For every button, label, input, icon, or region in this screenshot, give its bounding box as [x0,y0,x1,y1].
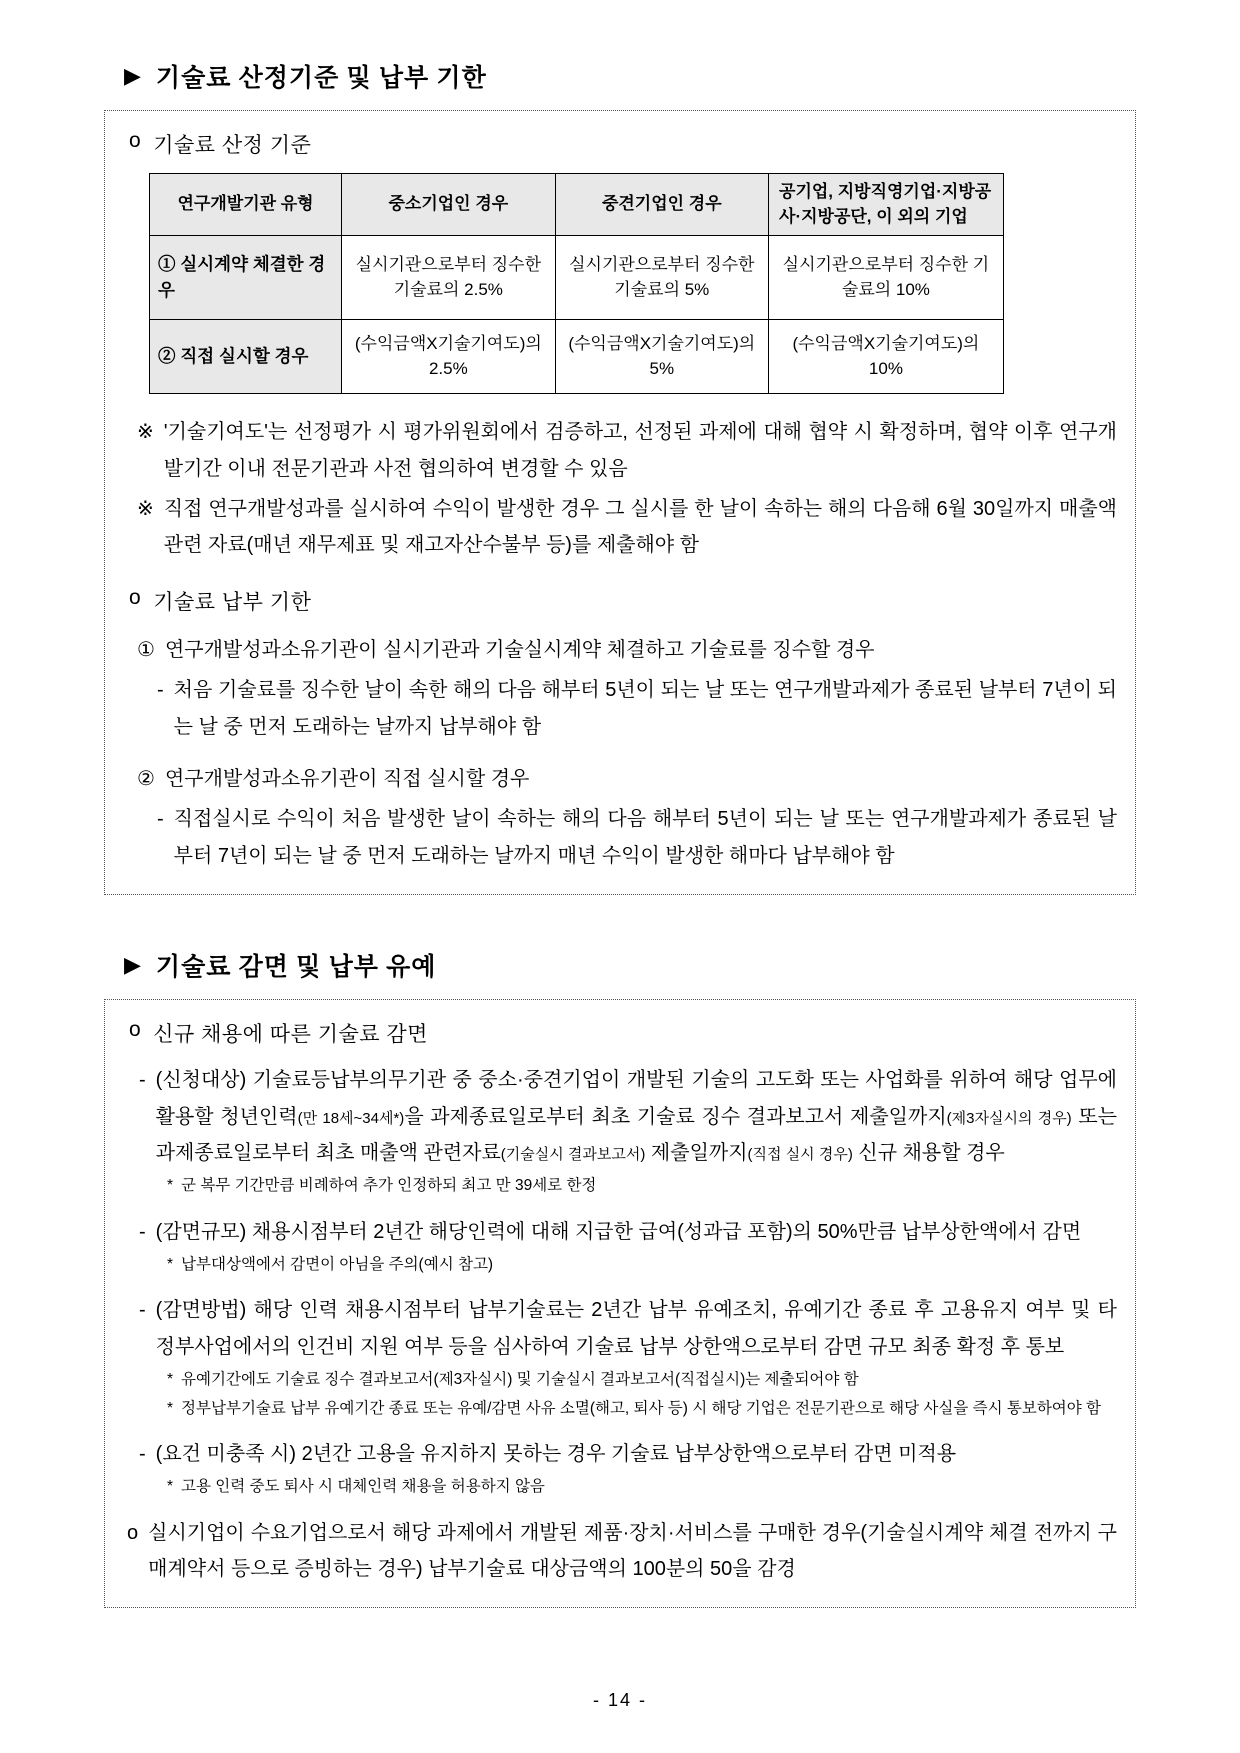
reduction-item-method [139,1292,1117,1365]
table-row [150,236,1004,320]
reference-mark-icon: ※ [137,498,154,521]
asterisk-mark: * [167,1371,174,1389]
row2-public-value: (수익금액X기술기여도)의 10% [769,320,1004,394]
calc-subsection-title [129,129,1117,159]
deadline-item-1 [137,632,1117,668]
text-segment-small: (제3자실시의 경우) [946,1109,1072,1127]
asterisk-mark: * [167,1478,174,1496]
footnote-caution [167,1252,1117,1278]
circled-number-2: ② [137,768,155,791]
circled-number-1: ① [137,638,155,661]
table-row [150,320,1004,394]
reduction-item-scale [139,1214,1117,1250]
deadline-item-2-text: 연구개발성과소유기관이 직접 실시할 경우 [164,768,530,791]
purchase-reduction-item [127,1515,1117,1588]
footnote-text: 정부납부기술료 납부 유예기간 종료 또는 유예/감면 사유 소멸(해고, 퇴사 등) 시 해당 기업은 전문기관으로 해당 사실을 즉시 통보하여야 함 [181,1399,1102,1417]
row1-midsize-value: 실시기관으로부터 징수한 기술료의 5% [555,236,768,320]
dash-bullet: - [157,808,164,831]
row2-label: ② 직접 실시할 경우 [150,320,342,394]
reduction-item-unmet-text: (요건 미충족 시) 2년간 고용을 유지하지 못하는 경우 기술료 납부상한액으로부터 감면 미적용 [155,1442,957,1465]
text-segment-small: (직접 실시 경우) [747,1146,853,1163]
dash-bullet: - [139,1442,146,1465]
asterisk-mark: * [167,1177,174,1195]
reduction-title-text: 신규 채용에 따른 기술료 감면 [153,1023,428,1047]
section2-title: 기술료 감면 및 납부 유예 [155,954,437,982]
deadline-item-1-sub [157,672,1117,745]
deadline-item-2-sub-text: 직접실시로 수익이 처음 발생한 날이 속하는 해의 다음 해부터 5년이 되는 날 또는 연구개발과제가 종료된 날부터 7년이 되는 날 중 먼저 도래하는 날까지 매년 수익이 발생한 해마다 납부해야 함 [173,808,1117,867]
text-segment-small: (기술실시 결과보고서) [500,1146,646,1163]
section1-heading [124,58,1136,94]
o-bullet: o [129,1018,142,1042]
calc-title-text: 기술료 산정 기준 [153,134,312,157]
reduction-subsection-title [129,1018,1117,1048]
reduction-item-unmet [139,1436,1117,1472]
footnote-text: 납부대상액에서 감면이 아님을 주의(예시 참고) [181,1256,494,1274]
row1-label: ① 실시계약 체결한 경우 [150,236,342,320]
deadline-subsection-title [129,586,1117,616]
text-segment: (신청대상) 기술료등납부의무기관 중 중소·중견기업이 개발된 기술의 고도화 또는 사업화를 위하여 해당 업무에 활용할 청년인력 [155,1069,1117,1128]
dash-bullet: - [157,679,164,702]
royalty-reduction-box [104,999,1136,1608]
text-segment: 신규 채용할 경우 [852,1142,1005,1164]
triangle-bullet-icon: ▶ [124,952,142,978]
royalty-calculation-table [149,173,1004,394]
section2-heading [124,947,1136,983]
section1-title: 기술료 산정기준 및 납부 기한 [155,65,487,92]
footnote-text: 고용 인력 중도 퇴사 시 대체인력 채용을 허용하지 않음 [181,1478,545,1496]
row1-sme-value: 실시기관으로부터 징수한 기술료의 2.5% [342,236,555,320]
reduction-item-target-text [156,1062,1117,1171]
text-segment: 제출일까지 [645,1142,748,1164]
row2-midsize-value: (수익금액X기술기여도)의 5% [555,320,768,394]
text-segment: 또는 과제종료일로부터 최초 매출액 관련자료 [155,1105,1117,1164]
text-segment: 을 과제종료일로부터 최초 기술료 징수 결과보고서 제출일까지 [404,1105,947,1128]
footnote-report-required [167,1367,1117,1393]
triangle-bullet-icon: ▶ [124,63,142,89]
reference-mark-icon: ※ [137,421,154,444]
col-header-public: 공기업, 지방직영기업·지방공사·지방공단, 이 외의 기업 [769,174,1004,236]
table-header-row [150,174,1004,236]
deadline-item-2 [137,761,1117,797]
footnote-text: 군 복무 기간만큼 비례하여 추가 인정하되 최고 만 39세로 한정 [181,1177,597,1195]
page-number: - 14 - [592,1690,647,1710]
asterisk-mark: * [167,1256,174,1274]
note-text: '기술기여도'는 선정평가 시 평가위원회에서 검증하고, 선정된 과제에 대해 협약 시 확정하며, 협약 이후 연구개발기간 이내 전문기관과 사전 협의하여 변경할 수 있음 [163,421,1117,480]
o-bullet: o [127,1521,139,1544]
reduction-item-target [139,1062,1117,1171]
footnote-text: 유예기간에도 기술료 징수 결과보고서(제3자실시) 및 기술실시 결과보고서(직접실시)는 제출되어야 함 [181,1371,859,1389]
row2-sme-value: (수익금액X기술기여도)의 2.5% [342,320,555,394]
note-direct-use [137,491,1117,564]
royalty-standard-box [104,110,1136,895]
reduction-item-method-text: (감면방법) 해당 인력 채용시점부터 납부기술료는 2년간 납부 유예조치, 유예기간 종료 후 고용유지 여부 및 타 정부사업에서의 인건비 지원 여부 등을 심사하여 기술료 납부 상한액으로부터 감면 규모 최종 확정 후 통보 [155,1299,1117,1358]
note-tech-contribution [137,414,1117,487]
deadline-item-2-sub [157,801,1117,874]
o-bullet: o [129,129,142,152]
note-text: 직접 연구개발성과를 실시하여 수익이 발생한 경우 그 실시를 한 날이 속하는 해의 다음해 6월 30일까지 매출액 관련 자료(매년 재무제표 및 재고자산수불부 등)를 제출해야 함 [163,498,1117,557]
deadline-title-text: 기술료 납부 기한 [153,590,312,614]
col-header-org-type: 연구개발기관 유형 [150,174,342,236]
o-bullet: o [129,585,142,609]
dash-bullet: - [139,1299,146,1322]
footnote-military-service [167,1173,1117,1199]
footnote-notify-agency [167,1396,1117,1422]
dash-bullet: - [139,1069,146,1092]
text-segment-small: (만 18세~34세*) [297,1109,405,1127]
deadline-item-1-sub-text: 처음 기술료를 징수한 날이 속한 해의 다음 해부터 5년이 되는 날 또는 연구개발과제가 종료된 날부터 7년이 되는 날 중 먼저 도래하는 날까지 납부해야 함 [173,679,1117,738]
footnote-no-replacement [167,1474,1117,1500]
deadline-item-1-text: 연구개발성과소유기관이 실시기관과 기술실시계약 체결하고 기술료를 징수할 경우 [164,638,875,661]
row1-public-value: 실시기관으로부터 징수한 기술료의 10% [769,236,1004,320]
col-header-midsize: 중견기업인 경우 [555,174,768,236]
col-header-sme: 중소기업인 경우 [342,174,555,236]
purchase-reduction-text: 실시기업이 수요기업으로서 해당 과제에서 개발된 제품·장치·서비스를 구매한 경우(기술실시계약 체결 전까지 구매계약서 등으로 증빙하는 경우) 납부기술료 대상금액의 100분의 50을 감경 [148,1521,1117,1581]
reduction-item-scale-text: (감면규모) 채용시점부터 2년간 해당인력에 대해 지급한 급여(성과급 포함)의 50%만큼 납부상한액에서 감면 [155,1220,1082,1243]
dash-bullet: - [139,1220,146,1243]
asterisk-mark: * [167,1399,174,1417]
